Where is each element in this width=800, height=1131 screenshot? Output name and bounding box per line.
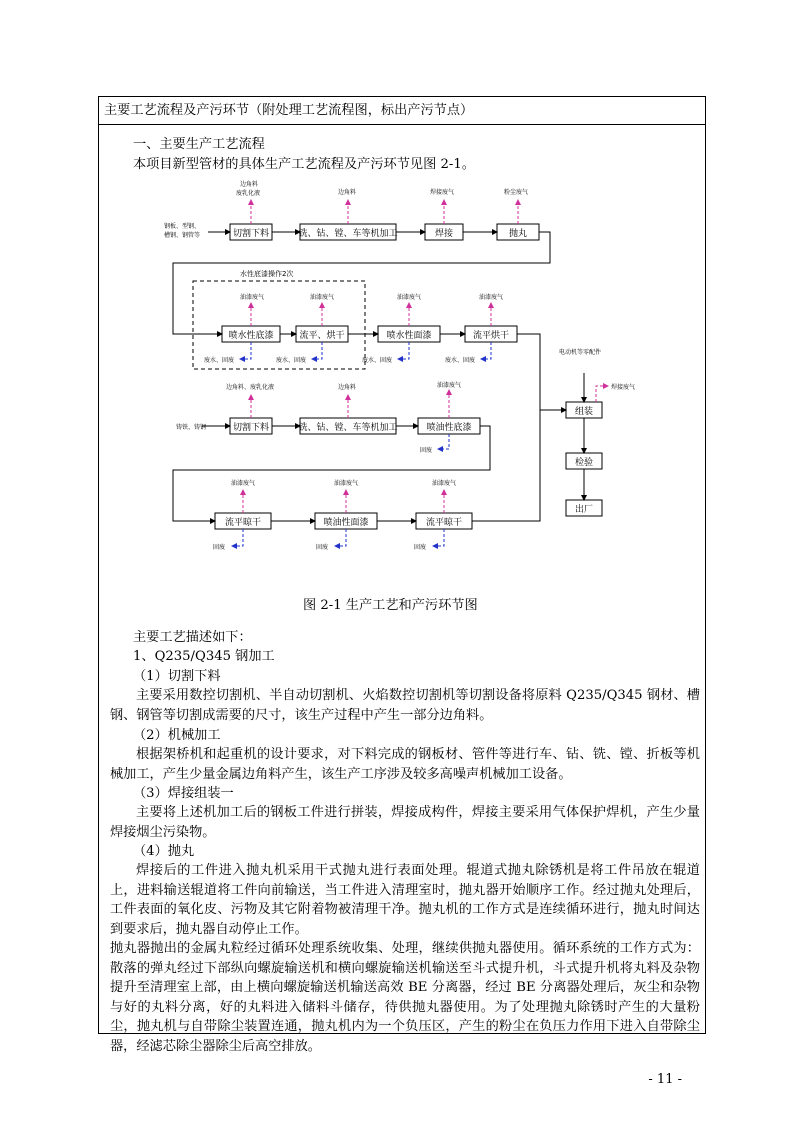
poll-paint1: 油漆废气 — [240, 294, 265, 301]
box-label-leveldry1: 流平、烘干 — [299, 331, 345, 341]
box-label-mill1: 铣、钻、镗、车等机加工 — [298, 229, 398, 239]
step4-text: 焊接后的工件进入抛丸机采用干式抛丸进行表面处理。辊道式抛丸除锈机是将工件吊放在辊道上，进料输送辊道将工件向前输送，当工件进入清理室时，抛丸器开始顺序工作。经过抛丸处理后，工件表面的氧化皮、污物及其它附着物被清理干净。抛丸机的工作方式是连续循环进行，抛丸时间达到要求后，抛丸器自动停止工作。 — [110, 863, 700, 937]
box-label-inspect: 检验 — [574, 458, 594, 468]
poll-edge2: 边角料、废乳化液 — [226, 384, 275, 391]
poll-paint8: 油漆废气 — [432, 480, 457, 487]
box-label-assemble: 组装 — [574, 407, 594, 417]
box-label-leveldry2: 流平烘干 — [472, 331, 510, 341]
section-intro: 本项目新型管材的具体生产工艺流程及产污环节见图 2-1。 — [133, 157, 475, 172]
poll-weldfume2: 焊接废气 — [611, 384, 636, 391]
step2-title: （2）机械加工 — [133, 728, 221, 743]
poll-edge-a: 边角料 — [240, 181, 259, 188]
input-row1-a: 钢板、型钢、 — [164, 223, 201, 230]
input-parts: 电动机等零配件 — [559, 349, 602, 356]
figure-caption: 图 2-1 生产工艺和产污环节图 — [303, 598, 478, 613]
box-label-cut1: 切割下料 — [232, 229, 270, 239]
poll-waste3: 废水、固废 — [362, 357, 393, 364]
section-title: 一、主要生产工艺流程 — [133, 137, 265, 152]
box-label-mill2: 铣、钻、镗、车等机加工 — [298, 423, 398, 433]
subsection-title: 1、Q235/Q345 钢加工 — [133, 649, 275, 664]
poll-edge-b: 废乳化液 — [236, 190, 261, 197]
box-label-ship: 出厂 — [574, 505, 594, 515]
section-header: 主要工艺流程及产污环节（附处理工艺流程图，标出产污节点） — [104, 103, 474, 118]
poll-paint7: 油漆废气 — [334, 480, 359, 487]
poll-paint5: 油漆废气 — [437, 382, 462, 389]
step2-text: 根据架桥机和起重机的设计要求，对下料完成的钢板材、管件等进行车、钻、铣、镗、折板等机械加工，产生少量金属边角料产生，该生产工序涉及较多高噪声机械加工设备。 — [110, 747, 700, 782]
poll-dust: 粉尘废气 — [504, 189, 529, 196]
box-label-watertop: 喷水性面漆 — [386, 331, 432, 341]
box-label-waterprimer: 喷水性底漆 — [228, 331, 274, 341]
process-flow-diagram — [160, 178, 660, 563]
box-label-weld: 焊接 — [434, 229, 454, 239]
step3-text: 主要将上述机加工后的钢板工件进行拼装，焊接成构件，焊接主要采用气体保护焊机，产生少量焊接烟尘污染物。 — [110, 805, 700, 840]
process-intro: 主要工艺描述如下： — [133, 630, 252, 645]
poll-solid3: 固废 — [316, 544, 329, 551]
box-label-oiltop: 喷油性面漆 — [323, 518, 369, 528]
step1-text: 主要采用数控切割机、半自动切割机、火焰数控切割机等切割设备将原料 Q235/Q345 钢材、槽钢、钢管等切割成需要的尺寸，该生产过程中产生一部分边角料。 — [110, 688, 700, 723]
step1-title: （1）切割下料 — [133, 669, 221, 684]
input-row1-b: 槽钢、钢管等 — [164, 232, 201, 239]
poll-waste1: 废水、固废 — [204, 357, 235, 364]
poll-paint3: 油漆废气 — [397, 294, 422, 301]
poll-solid2: 固废 — [213, 544, 226, 551]
dashed-group — [193, 281, 365, 369]
box-label-airdry1: 流平晾干 — [224, 518, 262, 528]
poll-paint6: 油漆废气 — [231, 480, 256, 487]
input-row3: 铸铁、铸钢 — [176, 424, 207, 431]
box-label-airdry2: 流平晾干 — [425, 518, 463, 528]
poll-solid1: 固废 — [420, 447, 433, 454]
poll-edge3: 边角料 — [338, 384, 357, 391]
poll-edge1: 边角料 — [338, 189, 357, 196]
poll-paint4: 油漆废气 — [479, 294, 504, 301]
poll-waste2: 废水、固废 — [276, 357, 307, 364]
last-paragraph: 抛丸器抛出的金属丸粒经过循环处理系统收集、处理，继续供抛丸器使用。循环系统的工作方式为：散落的弹丸经过下部纵向螺旋输送机和横向螺旋输送机输送至斗式提升机，斗式提升机将丸料及杂物提升至清理室上部，由上横向螺旋输送机输送高效 BE 分离器，经过 BE 分离器处理后，灰尘和杂物与好的丸料分离，好的丸料进入储料斗储存，待供抛丸器使用。为了处理抛丸除锈时产生的大量粉尘，抛丸机与自带除尘装置连通，抛丸机内为一个负压区，产生的粉尘在负压力作用下进入自带除尘器，经滤芯除尘器除尘后高空排放。 — [110, 941, 700, 1054]
step3-title: （3）焊接组装一 — [133, 786, 234, 801]
poll-paint2: 油漆废气 — [310, 294, 335, 301]
box-label-oilprimer: 喷油性底漆 — [426, 423, 472, 433]
step4-title: （4）抛丸 — [133, 844, 195, 859]
page-number: - 11 - — [648, 1072, 682, 1087]
poll-weldfume: 焊接废气 — [430, 189, 455, 196]
box-label-cut2: 切割下料 — [232, 423, 270, 433]
box-label-blast: 抛丸 — [508, 229, 528, 239]
header-divider — [98, 124, 706, 125]
poll-waste4: 废水、固废 — [445, 357, 476, 364]
dashed-label: 水性底漆操作2次 — [240, 270, 294, 278]
poll-solid4: 固废 — [414, 544, 427, 551]
